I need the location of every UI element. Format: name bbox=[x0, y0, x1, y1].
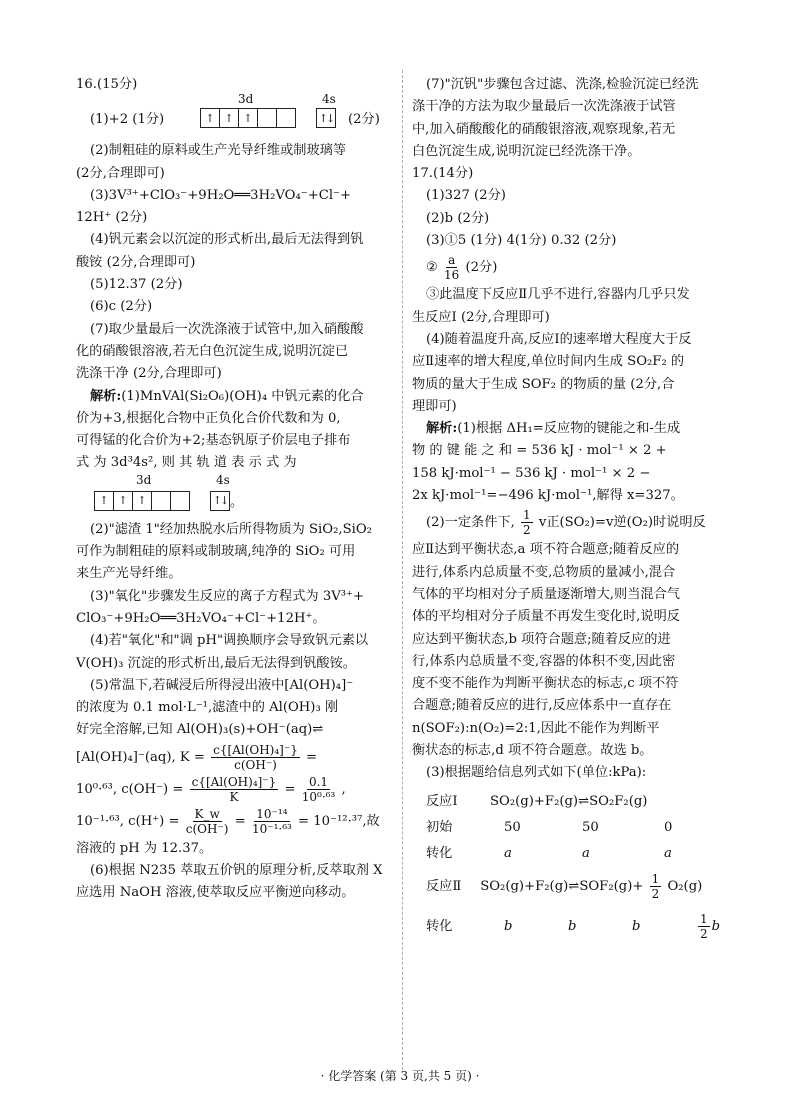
equation-v bbox=[412, 507, 730, 539]
orbital-box bbox=[170, 491, 190, 511]
eq-text: ② bbox=[426, 260, 438, 276]
answer-line: (7)"沉钒"步骤包含过滤、洗涤,检验沉淀已经洗 bbox=[426, 77, 699, 92]
denominator: 10⁻¹·⁶³ bbox=[251, 821, 292, 836]
table-cell: 反应Ⅰ bbox=[426, 793, 458, 809]
eq-text: 10⁻¹·⁶³, c(H⁺) = bbox=[76, 813, 180, 829]
analysis-first-line bbox=[412, 418, 730, 440]
analysis-line: 来生产光导纤维。 bbox=[76, 566, 182, 582]
column-divider bbox=[402, 70, 403, 1070]
answer-line: (3)3V³⁺+ClO₃⁻+9H₂O══3H₂VO₄⁻+Cl⁻+ bbox=[90, 187, 352, 203]
analysis-line: 体的平均相对分子质量不再发生变化时,说明反 bbox=[412, 609, 680, 625]
q16-1-prefix: (1)+2 (1分) bbox=[90, 112, 165, 128]
table-cell: a bbox=[582, 845, 590, 861]
answer-line: 中,加入硝酸酸化的硝酸银溶液,观察现象,若无 bbox=[412, 121, 676, 137]
right-column bbox=[412, 74, 730, 947]
analysis-line: (2)"滤渣 1"经加热脱水后所得物质为 SiO₂,SiO₂ bbox=[90, 521, 372, 537]
orbital-boxes-2 bbox=[94, 491, 190, 511]
analysis-line: 合题意;随着反应的进行,反应体系中一直存在 bbox=[412, 698, 672, 714]
table-cell: b bbox=[632, 918, 641, 934]
orb2-4s-label: 4s bbox=[216, 472, 230, 487]
orbital-diagram-4s bbox=[316, 108, 336, 128]
fraction bbox=[521, 508, 533, 537]
analysis-line: 可得锰的化合价为+2;基态钒原子价层电子排布 bbox=[76, 433, 351, 449]
orbital-box: ↑ bbox=[113, 491, 133, 511]
analysis-line: 进行,体系内总质量不变,总物质的量减小,混合 bbox=[412, 564, 676, 580]
table-cell: 转化 bbox=[426, 845, 453, 861]
eq-text: = 10⁻¹²·³⁷,故 bbox=[298, 813, 380, 829]
numerator: a bbox=[448, 253, 456, 268]
page-footer: · 化学答案 (第 3 页,共 5 页) · bbox=[320, 1069, 480, 1083]
analysis-line: 158 kJ·mol⁻¹ − 536 kJ · mol⁻¹ × 2 − bbox=[412, 465, 651, 481]
orbital-box: ↑↓ bbox=[316, 108, 336, 128]
analysis-line: 应Ⅱ达到平衡状态,a 项不符合题意;随着反应的 bbox=[412, 542, 680, 558]
analysis-line: (3)根据题给信息列式如下(单位:kPa): bbox=[426, 765, 647, 781]
denominator: 2 bbox=[700, 926, 708, 941]
analysis-line: 应选用 NaOH 溶液,使萃取反应平衡逆向移动。 bbox=[76, 885, 355, 901]
fraction bbox=[302, 775, 336, 804]
denominator: K bbox=[229, 789, 239, 804]
answer-line: ③此温度下反应Ⅱ几乎不进行,容器内几乎只发 bbox=[426, 287, 690, 303]
equation-k bbox=[76, 742, 398, 774]
orbital-boxes-2-4s bbox=[210, 491, 243, 511]
fraction bbox=[186, 807, 229, 836]
numerator: K_w bbox=[194, 806, 220, 821]
table-cell: a bbox=[664, 845, 672, 861]
table-cell: 初始 bbox=[426, 819, 453, 835]
analysis-line: 衡状态的标志,d 项不符合题意。故选 b。 bbox=[412, 743, 653, 759]
answer-line: 白色沉淀生成,说明沉淀已经洗涤干净。 bbox=[412, 143, 641, 159]
table-cell: 50 bbox=[504, 819, 521, 835]
answer-line: 化的硝酸银溶液,若无白色沉淀生成,说明沉淀已 bbox=[76, 343, 349, 359]
orb-4s-label: 4s bbox=[322, 92, 336, 107]
analysis-label: 解析: bbox=[426, 421, 458, 437]
q17-2-fraction-line bbox=[412, 252, 730, 284]
q16-answers bbox=[76, 140, 398, 385]
answer-line: (6)c (2分) bbox=[90, 299, 153, 315]
eq-text: (2分) bbox=[465, 260, 498, 276]
fraction bbox=[698, 912, 710, 941]
orbital-box: ↑ bbox=[94, 491, 114, 511]
eq-text: = bbox=[284, 781, 296, 797]
analysis-line: n(SOF₂):n(O₂)=2:1,因此不能作为判断平 bbox=[412, 720, 660, 736]
eq-text: [Al(OH)₄]⁻(aq), K = bbox=[76, 749, 205, 765]
analysis-body bbox=[412, 539, 730, 784]
reaction-equation: O₂(g) bbox=[667, 878, 703, 894]
orbital-box: ↑ bbox=[238, 108, 258, 128]
orbital-box: ↑↓ bbox=[210, 491, 230, 511]
analysis-text: (1)根据 ΔH₁=反应物的键能之和-生成 bbox=[457, 421, 681, 437]
numerator: c{[Al(OH)₄]⁻} bbox=[213, 742, 298, 757]
analysis-line: 物 的 键 能 之 和 = 536 kJ · mol⁻¹ × 2 + bbox=[412, 443, 667, 459]
q17-header: 17.(14分) bbox=[412, 166, 474, 182]
denominator: c(OH⁻) bbox=[234, 757, 277, 772]
orbital-box: ↑ bbox=[132, 491, 152, 511]
answer-line: (1)327 (2分) bbox=[426, 188, 506, 204]
analysis-line: ClO₃⁻+9H₂O══3H₂VO₄⁻+Cl⁻+12H⁺。 bbox=[76, 610, 326, 626]
answer-line: (2)b (2分) bbox=[426, 210, 490, 226]
analysis-line: 2x kJ·mol⁻¹=−496 kJ·mol⁻¹,解得 x=327。 bbox=[412, 488, 684, 504]
answer-line: 洗涤干净 (2分,合理即可) bbox=[76, 366, 222, 382]
analysis-line: 行,体系内总质量不变,容器的体积不变,因此密 bbox=[412, 653, 676, 669]
orbital-box bbox=[257, 108, 277, 128]
analysis-first-line bbox=[76, 386, 398, 408]
eq-text: v正(SO₂)=v逆(O₂)时说明反 bbox=[538, 515, 706, 531]
reaction-label: 反应Ⅱ bbox=[426, 878, 462, 894]
fraction bbox=[252, 807, 292, 836]
table-cell: b bbox=[568, 918, 577, 934]
fraction bbox=[190, 775, 279, 804]
analysis-line: (3)"氧化"步骤发生反应的离子方程式为 3V³⁺+ bbox=[90, 588, 365, 604]
answer-line: 应Ⅱ速率的增大程度,单位时间内生成 SO₂F₂ 的 bbox=[412, 354, 685, 370]
answer-line: (4)随着温度升高,反应Ⅰ的速率增大程度大于反 bbox=[426, 331, 692, 347]
eq-text: = bbox=[234, 813, 246, 829]
orb-score: (2分) bbox=[348, 112, 380, 128]
answer-line: (7)取少量最后一次洗涤液于试管中,加入硝酸酸 bbox=[90, 321, 364, 337]
table-cell: a bbox=[504, 845, 512, 861]
numerator: 0.1 bbox=[308, 774, 329, 789]
orb-3d-label: 3d bbox=[238, 92, 254, 107]
reaction-table-1 bbox=[412, 789, 730, 867]
table-cell: 50 bbox=[582, 819, 599, 835]
denominator: 10⁰·⁶³ bbox=[301, 789, 336, 804]
answer-line: 理即可) bbox=[412, 398, 457, 414]
answer-line: 涤干净的方法为取少量最后一次洗涤液于试管 bbox=[412, 99, 676, 115]
left-column bbox=[76, 74, 398, 905]
analysis-line: (5)常温下,若碱浸后所得浸出液中[Al(OH)₄]⁻ bbox=[90, 677, 354, 693]
analysis-line: (4)若"氧化"和"调 pH"调换顺序会导致钒元素以 bbox=[90, 633, 369, 649]
table-cell: SO₂(g)+F₂(g)⇌SO₂F₂(g) bbox=[490, 793, 648, 809]
analysis-body bbox=[76, 519, 398, 742]
numerator: 1 bbox=[700, 911, 708, 926]
analysis-line: (6)根据 N235 萃取五价钒的原理分析,反萃取剂 X bbox=[90, 863, 383, 879]
denominator: c(OH⁻) bbox=[185, 821, 229, 836]
table-row bbox=[412, 841, 730, 867]
answer-line: 物质的量大于生成 SOF₂ 的物质的量 (2分,合 bbox=[412, 376, 675, 392]
orb2-3d-label: 3d bbox=[136, 472, 152, 487]
answer-line: (5)12.37 (2分) bbox=[90, 277, 183, 293]
reaction-equation: SO₂(g)+F₂(g)⇌SOF₂(g)+ bbox=[480, 878, 644, 894]
answer-line: 生反应Ⅰ (2分,合理即可) bbox=[412, 309, 550, 325]
orbital-end-mark: 。 bbox=[230, 495, 244, 511]
eq-text: = bbox=[306, 749, 318, 765]
equation-h bbox=[76, 806, 398, 838]
answer-line: 酸铵 (2分,合理即可) bbox=[76, 254, 196, 270]
fraction bbox=[444, 253, 459, 282]
reaction-2-conversion bbox=[412, 907, 730, 947]
denominator: 2 bbox=[651, 886, 660, 901]
answer-line: 12H⁺ (2分) bbox=[76, 210, 148, 226]
analysis-line: 应达到平衡状态,b 项符合题意;随着反应的进 bbox=[412, 631, 671, 647]
orbital-box bbox=[151, 491, 171, 511]
numerator: c{[Al(OH)₄]⁻} bbox=[191, 774, 277, 789]
q16-header: 16.(15分) bbox=[76, 77, 138, 92]
eq-text: (2)一定条件下, bbox=[426, 515, 515, 531]
equation-oh bbox=[76, 774, 398, 806]
analysis-line: 的浓度为 0.1 mol·L⁻¹,滤渣中的 Al(OH)₃ 刚 bbox=[76, 700, 339, 716]
analysis-line: 可作为制粗硅的原料或制玻璃,纯净的 SiO₂ 可用 bbox=[76, 544, 356, 560]
orbital-diagram-3d bbox=[200, 108, 296, 128]
analysis-line: 价为+3,根据化合物中正负化合价代数和为 0, bbox=[76, 410, 341, 426]
orbital-diagram-2 bbox=[76, 472, 398, 519]
fraction bbox=[211, 743, 300, 772]
orbital-box bbox=[276, 108, 296, 128]
table-cell: 转化 bbox=[426, 918, 453, 934]
numerator: 10⁻¹⁴ bbox=[256, 806, 288, 821]
table-cell: b bbox=[711, 918, 721, 934]
answer-line: (2分,合理即可) bbox=[76, 165, 165, 181]
table-cell: 0 bbox=[664, 819, 673, 835]
orbital-box: ↑ bbox=[219, 108, 239, 128]
half-b-cell bbox=[696, 907, 720, 947]
answer-line: (2)制粗硅的原料或生产光导纤维或制玻璃等 bbox=[90, 143, 347, 159]
analysis-line: 式 为 3d³4s², 则 其 轨 道 表 示 式 为 bbox=[76, 455, 297, 471]
analysis-line: 度不变不能作为判断平衡状态的标志,c 项不符 bbox=[412, 676, 679, 692]
table-cell: b bbox=[504, 918, 513, 934]
analysis-line: 好完全溶解,已知 Al(OH)₃(s)+OH⁻(aq)⇌ bbox=[76, 722, 324, 738]
fraction bbox=[650, 872, 662, 901]
table-row bbox=[412, 789, 730, 815]
answer-line: (4)钒元素会以沉淀的形式析出,最后无法得到钒 bbox=[90, 232, 364, 248]
reaction-2-line bbox=[412, 867, 730, 907]
q16-1-orbital-line bbox=[76, 92, 398, 140]
denominator: 2 bbox=[523, 523, 531, 538]
table-row bbox=[412, 815, 730, 841]
analysis-line: 气体的平均相对分子质量逐渐增大,则当混合气 bbox=[412, 586, 680, 602]
denominator: 16 bbox=[444, 268, 460, 283]
numerator: 1 bbox=[651, 871, 660, 886]
analysis-line: 溶液的 pH 为 12.37。 bbox=[76, 840, 213, 856]
analysis-label: 解析: bbox=[90, 388, 122, 404]
numerator: 1 bbox=[523, 508, 531, 523]
eq-text: 10⁰·⁶³, c(OH⁻) = bbox=[76, 781, 184, 797]
analysis-text: (1)MnVAl(Si₂O₆)(OH)₄ 中钒元素的化合 bbox=[121, 388, 364, 404]
orbital-box: ↑ bbox=[200, 108, 220, 128]
eq-text: , bbox=[341, 781, 346, 797]
analysis-line: V(OH)₃ 沉淀的形式析出,最后无法得到钒酸铵。 bbox=[76, 655, 356, 671]
answer-line: (3)①5 (1分) 4(1分) 0.32 (2分) bbox=[426, 233, 617, 249]
